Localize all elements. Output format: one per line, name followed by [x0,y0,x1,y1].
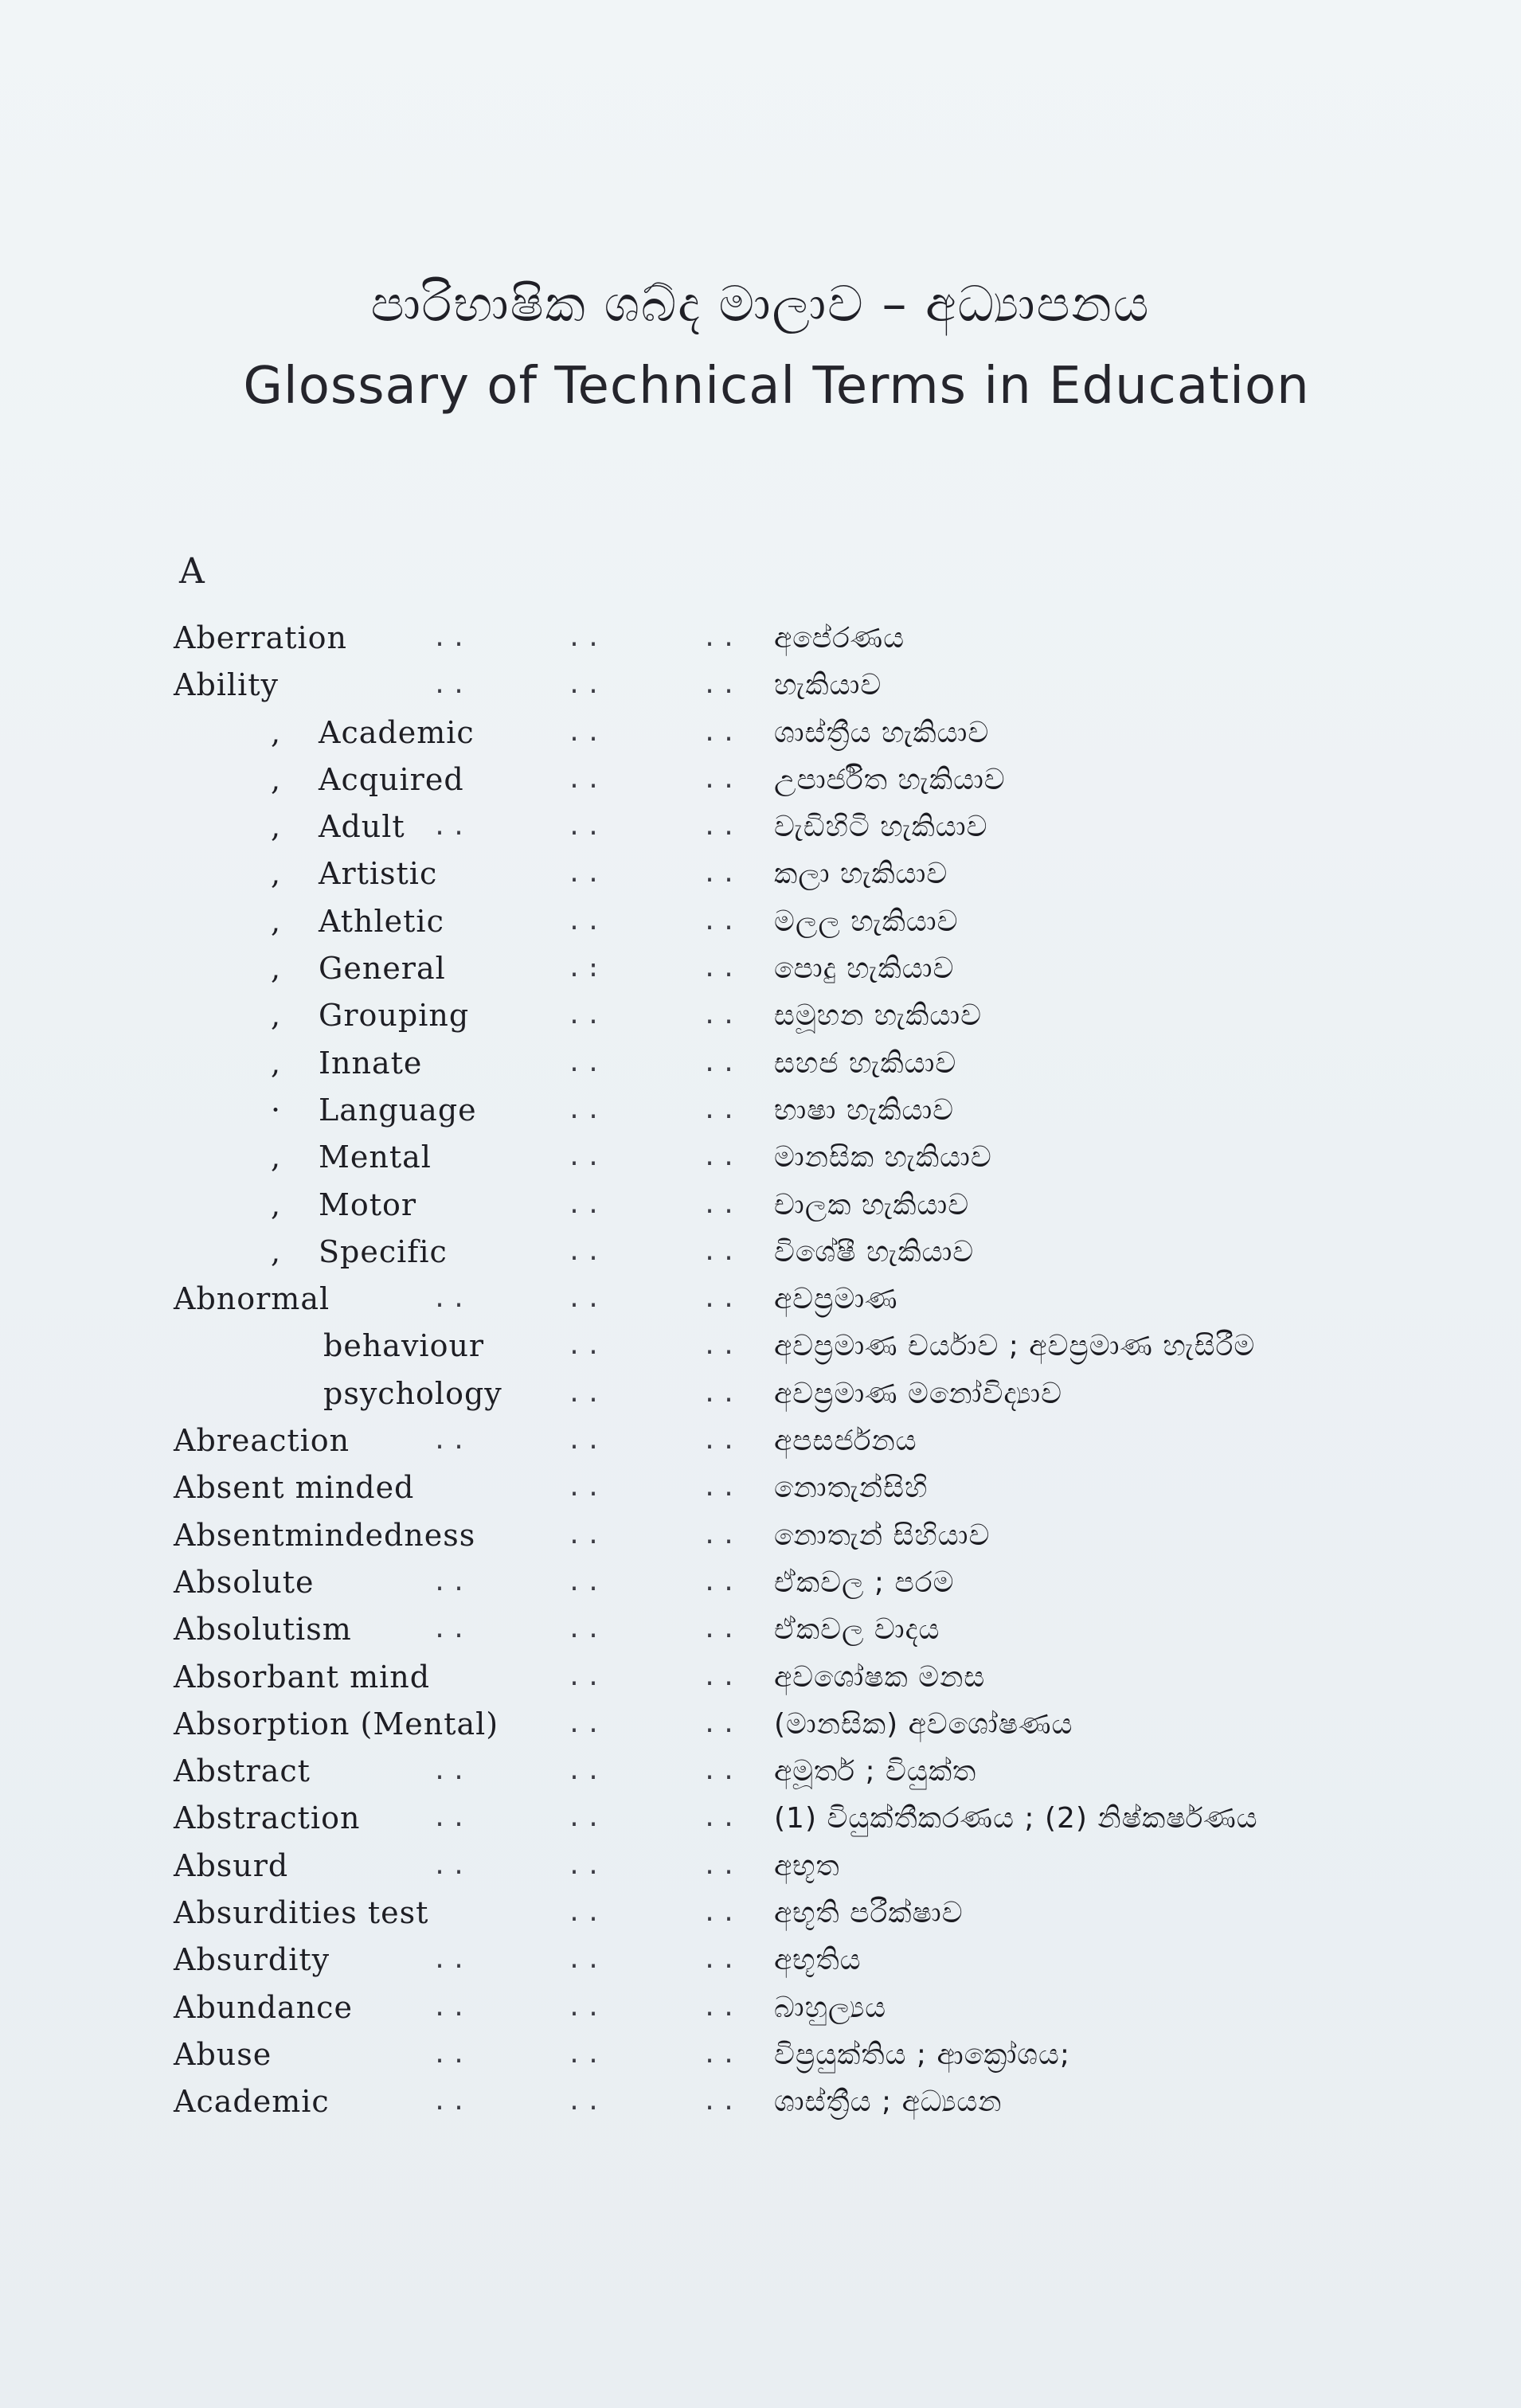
leader-dots: .. [567,1427,606,1456]
entry-sinhala-meaning: අවප්‍රමාණ [774,1283,898,1316]
entry-term: Innate [319,1045,423,1081]
entry-bullet: , [271,714,282,750]
entry-sinhala-meaning: අපසර්ජනය [774,1425,917,1458]
entry-term: Abreaction [174,1423,350,1459]
glossary-entry [0,1464,1521,1511]
entry-term: Absolute [174,1564,315,1600]
entry-term: Academic [174,2084,330,2120]
entry-bullet: , [271,856,282,892]
leader-dots: .. [702,1237,741,1266]
entry-sinhala-meaning: භාෂා හැකියාව [774,1093,955,1127]
leader-dots: .. [702,2040,741,2069]
entry-bullet: , [271,761,282,797]
leader-dots: .. [567,1332,606,1361]
leader-dots: .. [567,860,606,889]
entry-sinhala-meaning: විප්‍රයුක්තිය ; ආක්‍රෝශය; [774,2038,1071,2071]
entry-bullet: · [271,1092,282,1128]
entry-term: Adult [319,809,405,845]
entry-term: Abundance [174,1989,353,2025]
leader-dots: .. [702,1851,741,1880]
glossary-entry [0,992,1521,1039]
leader-dots: .. [702,1379,741,1408]
entry-term: Athletic [319,903,444,939]
leader-dots: .. [702,907,741,936]
entry-sinhala-meaning: ඒකවල ; පරම [774,1566,955,1599]
entry-sinhala-meaning: බාහුල්‍යය [774,1991,887,2024]
entry-term: Mental [319,1140,432,1175]
leader-dots: .. [567,1804,606,1833]
leader-dots: .. [567,2088,606,2117]
leader-dots: .. [432,1568,471,1597]
glossary-entry [0,2031,1521,2078]
leader-dots: .. [702,1663,741,1691]
entry-term: Absolutism [174,1612,352,1648]
entry-term: Absurd [174,1847,289,1883]
entry-term: Aberration [174,620,348,655]
entry-sinhala-meaning: අවශෝෂක මනස [774,1660,986,1694]
leader-dots: .. [432,1757,471,1786]
entry-sinhala-meaning: (1) වියුක්තීකරණය ; (2) නිෂ්කර්ෂණය [774,1802,1258,1835]
leader-dots: .. [567,671,606,700]
entry-sinhala-meaning: චාලක හැකියාව [774,1188,970,1222]
leader-dots: .. [432,1993,471,2022]
entry-term: Abnormal [174,1281,330,1317]
section-letter: A [179,551,205,592]
leader-dots: .. [567,1190,606,1219]
leader-dots: .. [702,1049,741,1077]
english-title: Glossary of Technical Terms in Education [243,357,1310,416]
leader-dots: .. [567,1002,606,1030]
entry-sinhala-meaning: නොතැන්සිහි [774,1472,929,1505]
leader-dots: .. [567,718,606,747]
glossary-entry [0,1323,1521,1370]
entry-bullet: , [271,809,282,845]
leader-dots: .. [702,1190,741,1219]
leader-dots: .. [432,671,471,700]
leader-dots: .. [702,624,741,652]
entry-sinhala-meaning: කලා හැකියාව [774,858,948,891]
leader-dots: .. [567,624,606,652]
entry-term: Motor [319,1186,417,1222]
entry-bullet: , [271,1186,282,1222]
glossary-entry [0,710,1521,756]
leader-dots: .. [702,860,741,889]
entry-sinhala-meaning: පොදු හැකියාව [774,952,955,986]
glossary-entry [0,1984,1521,2031]
leader-dots: .. [567,765,606,794]
entry-sinhala-meaning: අභූත [774,1849,840,1882]
leader-dots: .. [702,1804,741,1833]
entry-term: Abstraction [174,1800,361,1836]
leader-dots: .. [702,1474,741,1503]
entry-bullet: , [271,998,282,1034]
leader-dots: .. [702,1285,741,1314]
entry-sinhala-meaning: හැකියාව [774,669,882,702]
glossary-entry [0,662,1521,709]
leader-dots: .. [567,1757,606,1786]
leader-dots: .. [567,1237,606,1266]
leader-dots: .: [567,955,606,983]
glossary-entry [0,1040,1521,1087]
entry-term: Abuse [174,2036,272,2072]
leader-dots: .. [567,813,606,842]
glossary-entry [0,1276,1521,1323]
entry-term: psychology [323,1375,502,1411]
entry-sinhala-meaning: ශාස්ත්‍රීය හැකියාව [774,716,990,749]
leader-dots: .. [702,1096,741,1124]
entry-term: Abstract [174,1753,311,1789]
glossary-entry [0,2078,1521,2125]
entry-sinhala-meaning: අභූතිය [774,1944,862,1977]
entry-sinhala-meaning: මානසික හැකියාව [774,1141,992,1175]
glossary-entry [0,1134,1521,1181]
glossary-entry [0,756,1521,803]
entry-bullet: , [271,1233,282,1269]
entry-term: Ability [174,667,279,703]
glossary-entry [0,898,1521,945]
entry-sinhala-meaning: අභූති පරීක්ෂාව [774,1897,964,1930]
leader-dots: .. [567,1899,606,1928]
entry-sinhala-meaning: ඒකවල වාදය [774,1613,940,1647]
leader-dots: .. [702,1616,741,1644]
entry-term: behaviour [323,1328,485,1364]
leader-dots: .. [432,1616,471,1644]
leader-dots: .. [432,1427,471,1456]
leader-dots: .. [702,955,741,983]
leader-dots: .. [567,1993,606,2022]
leader-dots: .. [567,1379,606,1408]
entry-sinhala-meaning: ශාස්ත්‍රීය ; අධ්‍යයන [774,2086,1003,2119]
glossary-entry [0,1701,1521,1748]
entry-term: Acquired [319,761,464,797]
glossary-entry [0,1559,1521,1606]
entry-sinhala-meaning: මලල හැකියාව [774,905,959,938]
leader-dots: .. [567,907,606,936]
glossary-entry [0,1748,1521,1795]
leader-dots: .. [702,671,741,700]
leader-dots: .. [567,1710,606,1738]
leader-dots: .. [567,1096,606,1124]
entry-sinhala-meaning: සමූහන හැකියාව [774,999,982,1033]
glossary-entry [0,803,1521,850]
leader-dots: .. [567,1521,606,1550]
entry-term: Absorbant mind [174,1659,431,1695]
leader-dots: .. [702,1002,741,1030]
glossary-entry [0,1087,1521,1134]
leader-dots: .. [567,1143,606,1172]
leader-dots: .. [567,1049,606,1077]
entry-sinhala-meaning: විශේෂී හැකියාව [774,1235,975,1268]
leader-dots: .. [567,1568,606,1597]
entry-sinhala-meaning: අමූර්ත ; වියුක්ත [774,1755,977,1788]
entry-bullet: , [271,1045,282,1081]
entry-term: Absentmindedness [174,1517,476,1553]
leader-dots: .. [567,2040,606,2069]
leader-dots: .. [567,1285,606,1314]
leader-dots: .. [567,1663,606,1691]
entry-sinhala-meaning: (මානසික) අවශෝෂණය [774,1707,1073,1741]
glossary-entry [0,1370,1521,1417]
glossary-entries [0,615,1521,2126]
leader-dots: .. [702,765,741,794]
glossary-entry [0,1937,1521,1984]
glossary-entry [0,945,1521,992]
leader-dots: .. [432,813,471,842]
leader-dots: .. [702,1946,741,1975]
entry-term: Absent minded [174,1470,415,1506]
leader-dots: .. [432,2040,471,2069]
glossary-entry [0,1512,1521,1559]
entry-sinhala-meaning: සහජ හැකියාව [774,1046,957,1080]
entry-sinhala-meaning: උපාර්ජිත හැකියාව [774,763,1006,796]
glossary-entry [0,615,1521,662]
leader-dots: .. [702,1143,741,1172]
leader-dots: .. [702,718,741,747]
glossary-entry [0,1606,1521,1653]
leader-dots: .. [432,2088,471,2117]
leader-dots: .. [567,1474,606,1503]
leader-dots: .. [702,1332,741,1361]
entry-term: Absurdities test [174,1895,429,1931]
leader-dots: .. [567,1616,606,1644]
leader-dots: .. [432,1946,471,1975]
entry-sinhala-meaning: අවප්‍රමාණ මනෝවිද්‍යාව [774,1377,1062,1410]
glossary-entry [0,1229,1521,1276]
leader-dots: .. [702,1521,741,1550]
leader-dots: .. [432,1851,471,1880]
glossary-entry [0,850,1521,897]
leader-dots: .. [432,1285,471,1314]
entry-term: Specific [319,1233,448,1269]
leader-dots: .. [702,1899,741,1928]
entry-sinhala-meaning: වැඩිහිටි හැකියාව [774,811,988,844]
leader-dots: .. [432,1804,471,1833]
glossary-entry [0,1795,1521,1842]
entry-term: Language [319,1092,477,1128]
glossary-entry [0,1890,1521,1937]
entry-sinhala-meaning: අවප්‍රමාණ චර්යාව ; අවප්‍රමාණ හැසිරීම [774,1330,1256,1363]
entry-sinhala-meaning: නොතැන් සිහියාව [774,1519,991,1552]
entry-bullet: , [271,903,282,939]
entry-term: Grouping [319,998,470,1034]
leader-dots: .. [567,1851,606,1880]
leader-dots: .. [432,624,471,652]
glossary-entry [0,1843,1521,1890]
entry-term: Absurdity [174,1942,330,1978]
glossary-entry [0,1654,1521,1701]
leader-dots: .. [702,813,741,842]
sinhala-title: පාරිභාෂික ශබ්ද මාලාව – අධ්‍යාපනය [370,275,1151,333]
entry-bullet: , [271,951,282,987]
entry-term: General [319,951,446,987]
glossary-entry [0,1417,1521,1464]
entry-sinhala-meaning: අපේරණය [774,622,905,655]
glossary-entry [0,1182,1521,1229]
leader-dots: .. [702,1710,741,1738]
leader-dots: .. [567,1946,606,1975]
entry-term: Absorption (Mental) [174,1706,499,1742]
leader-dots: .. [702,1427,741,1456]
leader-dots: .. [702,1757,741,1786]
entry-term: Academic [319,714,475,750]
leader-dots: .. [702,1568,741,1597]
leader-dots: .. [702,2088,741,2117]
entry-term: Artistic [319,856,438,892]
entry-bullet: , [271,1140,282,1175]
leader-dots: .. [702,1993,741,2022]
